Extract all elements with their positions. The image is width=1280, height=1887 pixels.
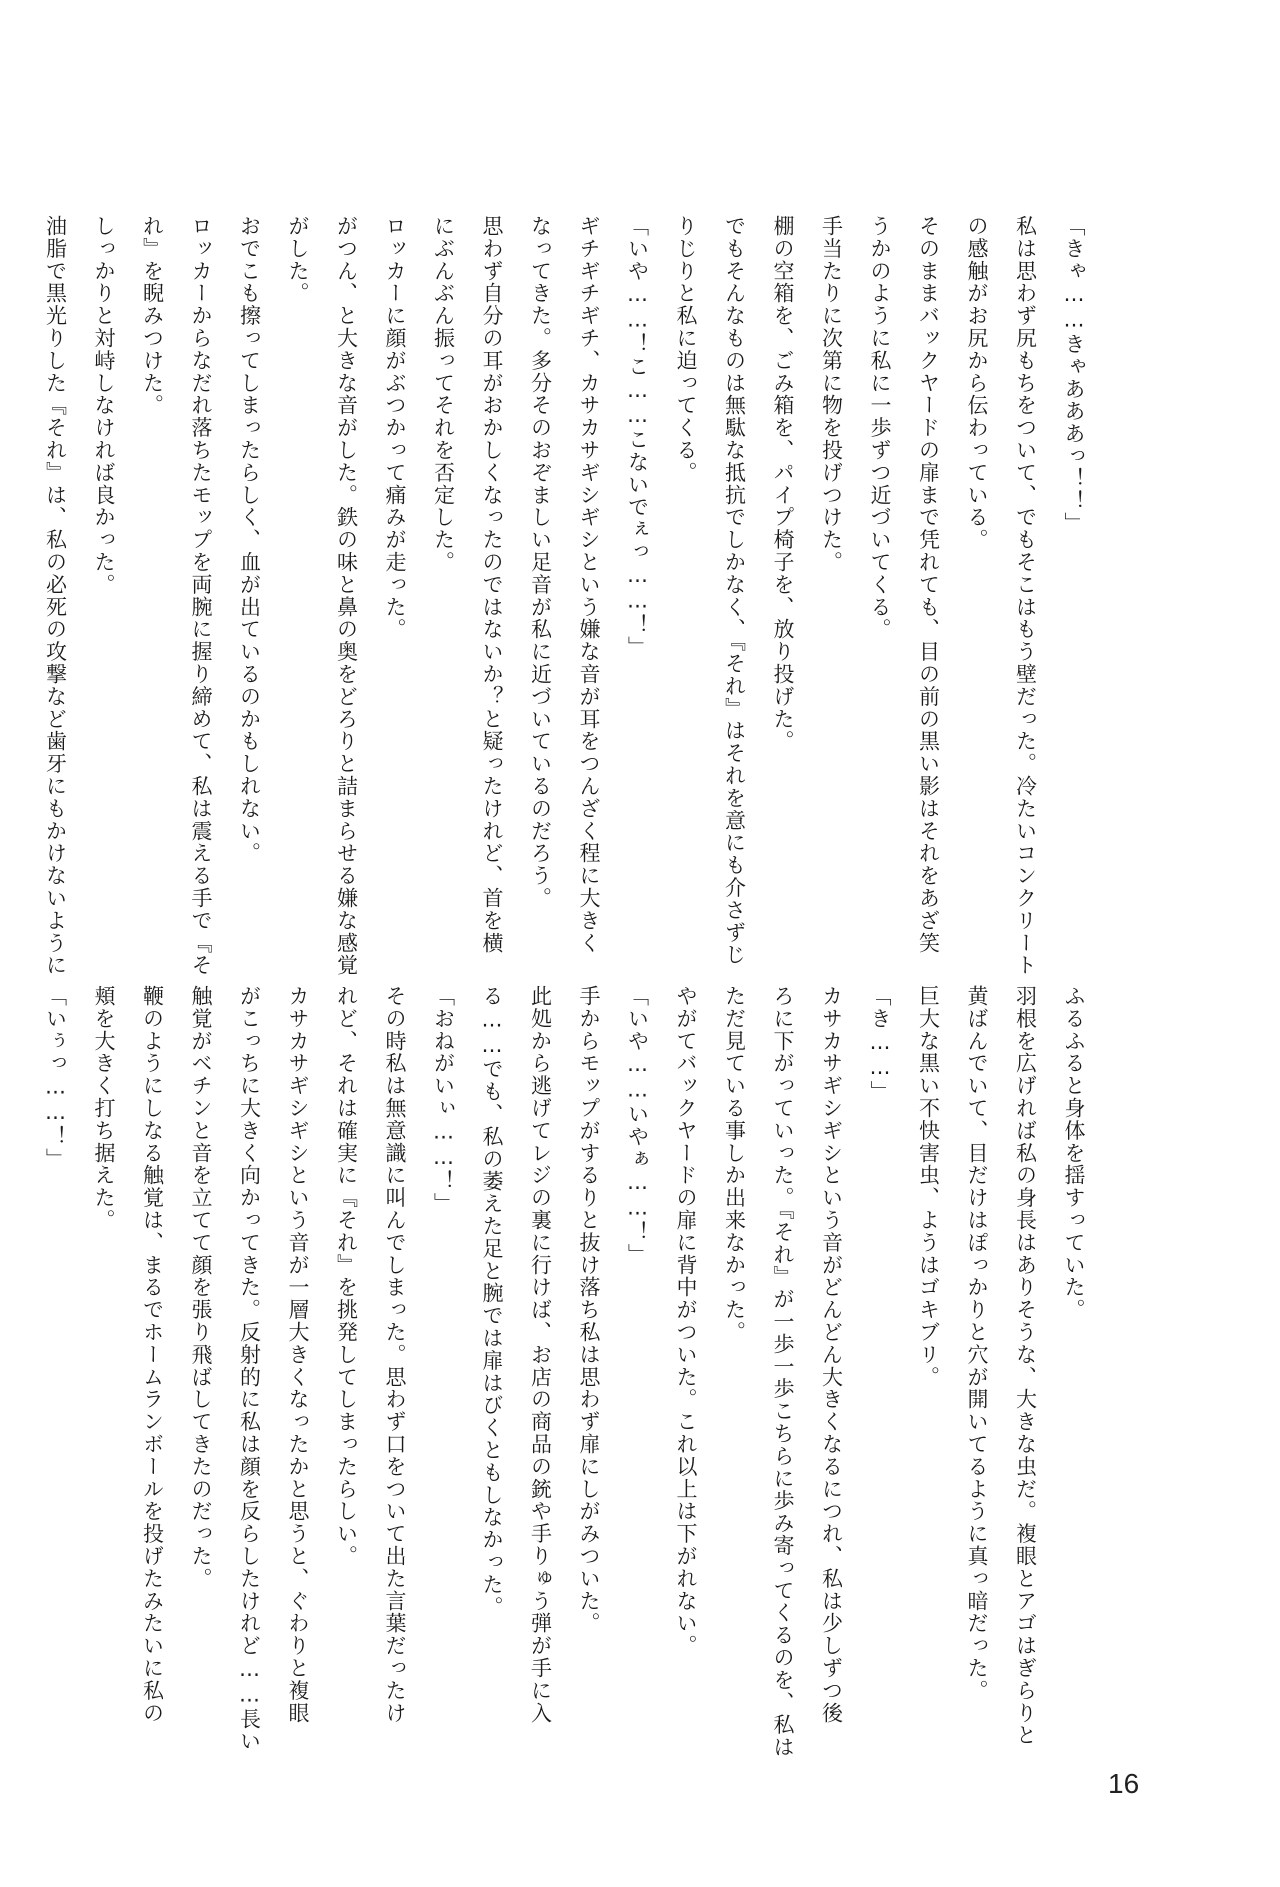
text-line: 「おねがいぃ……！」 <box>431 985 456 1215</box>
text-line: なってきた。多分そのおぞましい足音が私に近づいているのだろう。 <box>528 215 553 910</box>
text-line: がこっちに大きく向かってきた。反射的に私は顔を反らしたけれど……長い <box>237 985 262 1753</box>
text-line: ろに下がっていった。『それ』が一歩一歩こちらに歩み寄ってくるのを、私は <box>771 985 795 1759</box>
text-line: 頬を大きく打ち据えた。 <box>92 985 116 1232</box>
text-line: 巨大な黒い不快害虫、ようはゴキブリ。 <box>916 985 941 1389</box>
text-line: 触覚がベチンと音を立てて顔を張り飛ばしてきたのだった。 <box>189 985 213 1590</box>
text-line: 油脂で黒光りした『それ』は、私の必死の攻撃など歯牙にもかけないように <box>43 215 68 977</box>
text-line: 「いや……いやぁ……！」 <box>625 985 650 1266</box>
text-line: りじりと私に迫ってくる。 <box>674 215 698 484</box>
text-line: にぶんぶん振ってそれを否定した。 <box>431 215 456 574</box>
text-line: れど、それは確実に『それ』を挑発してしまったらしい。 <box>334 985 359 1568</box>
text-line: 「きゃ……きゃあああっ！！」 <box>1062 215 1086 535</box>
text-line: カサカサギシギシという音がどんどん大きくなるにつれ、私は少しずつ後 <box>819 985 844 1725</box>
text-line: 手当たりに次第に物を投げつけた。 <box>819 215 844 574</box>
text-line: ロッカーからなだれ落ちたモップを両腕に握り締めて、私は震える手で『そ <box>189 215 213 977</box>
text-line: その時私は無意識に叫んでしまった。思わず口をついて出た言葉だったけ <box>383 985 407 1725</box>
text-line: そのままバックヤードの扉まで凭れても、目の前の黒い影はそれをあざ笑 <box>916 215 941 955</box>
text-line: 私は思わず尻もちをついて、でもそこはもう壁だった。冷たいコンクリート <box>1013 215 1038 977</box>
text-line: でもそんなものは無駄な抵抗でしかなく、『それ』はそれを意にも介さずじ <box>722 215 747 967</box>
text-line: 黄ばんでいて、目だけはぽっかりと穴が開いてるように真っ暗だった。 <box>965 985 989 1702</box>
text-line: ロッカーに顔がぶつかって痛みが走った。 <box>383 215 407 641</box>
text-line: 「いぅっ……！」 <box>43 985 68 1171</box>
text-line: 「き……」 <box>868 985 892 1103</box>
text-line: おでこも擦ってしまったらしく、血が出ているのかもしれない。 <box>237 215 262 865</box>
text-line: 此処から逃げてレジの裏に行けば、お店の商品の銃や手りゅう弾が手に入 <box>528 985 553 1725</box>
text-line: 棚の空箱を、ごみ箱を、パイプ椅子を、放り投げた。 <box>771 215 795 753</box>
text-line: がした。 <box>286 215 310 305</box>
text-line: の感触がお尻から伝わっている。 <box>965 215 989 551</box>
text-line: 思わず自分の耳がおかしくなったのではないか？と疑ったけれど、首を横 <box>480 215 504 955</box>
text-line: ギチギチギチ、カサカサギシギシという嫌な音が耳をつんざく程に大きく <box>577 215 601 955</box>
text-line: 鞭のようにしなる触覚は、まるでホームランボールを投げたみたいに私の <box>140 985 165 1725</box>
text-line: 羽根を広げれば私の身長はありそうな、大きな虫だ。複眼とアゴはぎらりと <box>1013 985 1038 1747</box>
text-line: ただ見ている事しか出来なかった。 <box>722 985 747 1344</box>
upper-text-block <box>43 215 1098 977</box>
text-line: ふるふると身体を揺すっていた。 <box>1062 985 1086 1321</box>
text-line: しっかりと対峙しなければ良かった。 <box>92 215 116 596</box>
text-line: カサカサギシギシという音が一層大きくなったかと思うと、ぐわりと複眼 <box>286 985 310 1725</box>
text-line: うかのように私に一歩ずつ近づいてくる。 <box>868 215 892 641</box>
text-line: れ』を睨みつけた。 <box>140 215 165 417</box>
lower-text-block <box>43 985 1098 1759</box>
text-line: る……でも、私の萎えた足と腕では扉はびくともしなかった。 <box>480 985 504 1619</box>
text-line: がつん、と大きな音がした。鉄の味と鼻の奥をどろりと詰まらせる嫌な感覚 <box>334 215 359 977</box>
page-number: 16 <box>1108 1768 1140 1799</box>
text-line: 「いや……！こ……こないでぇっ……！」 <box>625 215 650 659</box>
text-line: 手からモップがするりと抜け落ち私は思わず扉にしがみついた。 <box>577 985 601 1635</box>
text-line: やがてバックヤードの扉に背中がついた。これ以上は下がれない。 <box>674 985 698 1657</box>
